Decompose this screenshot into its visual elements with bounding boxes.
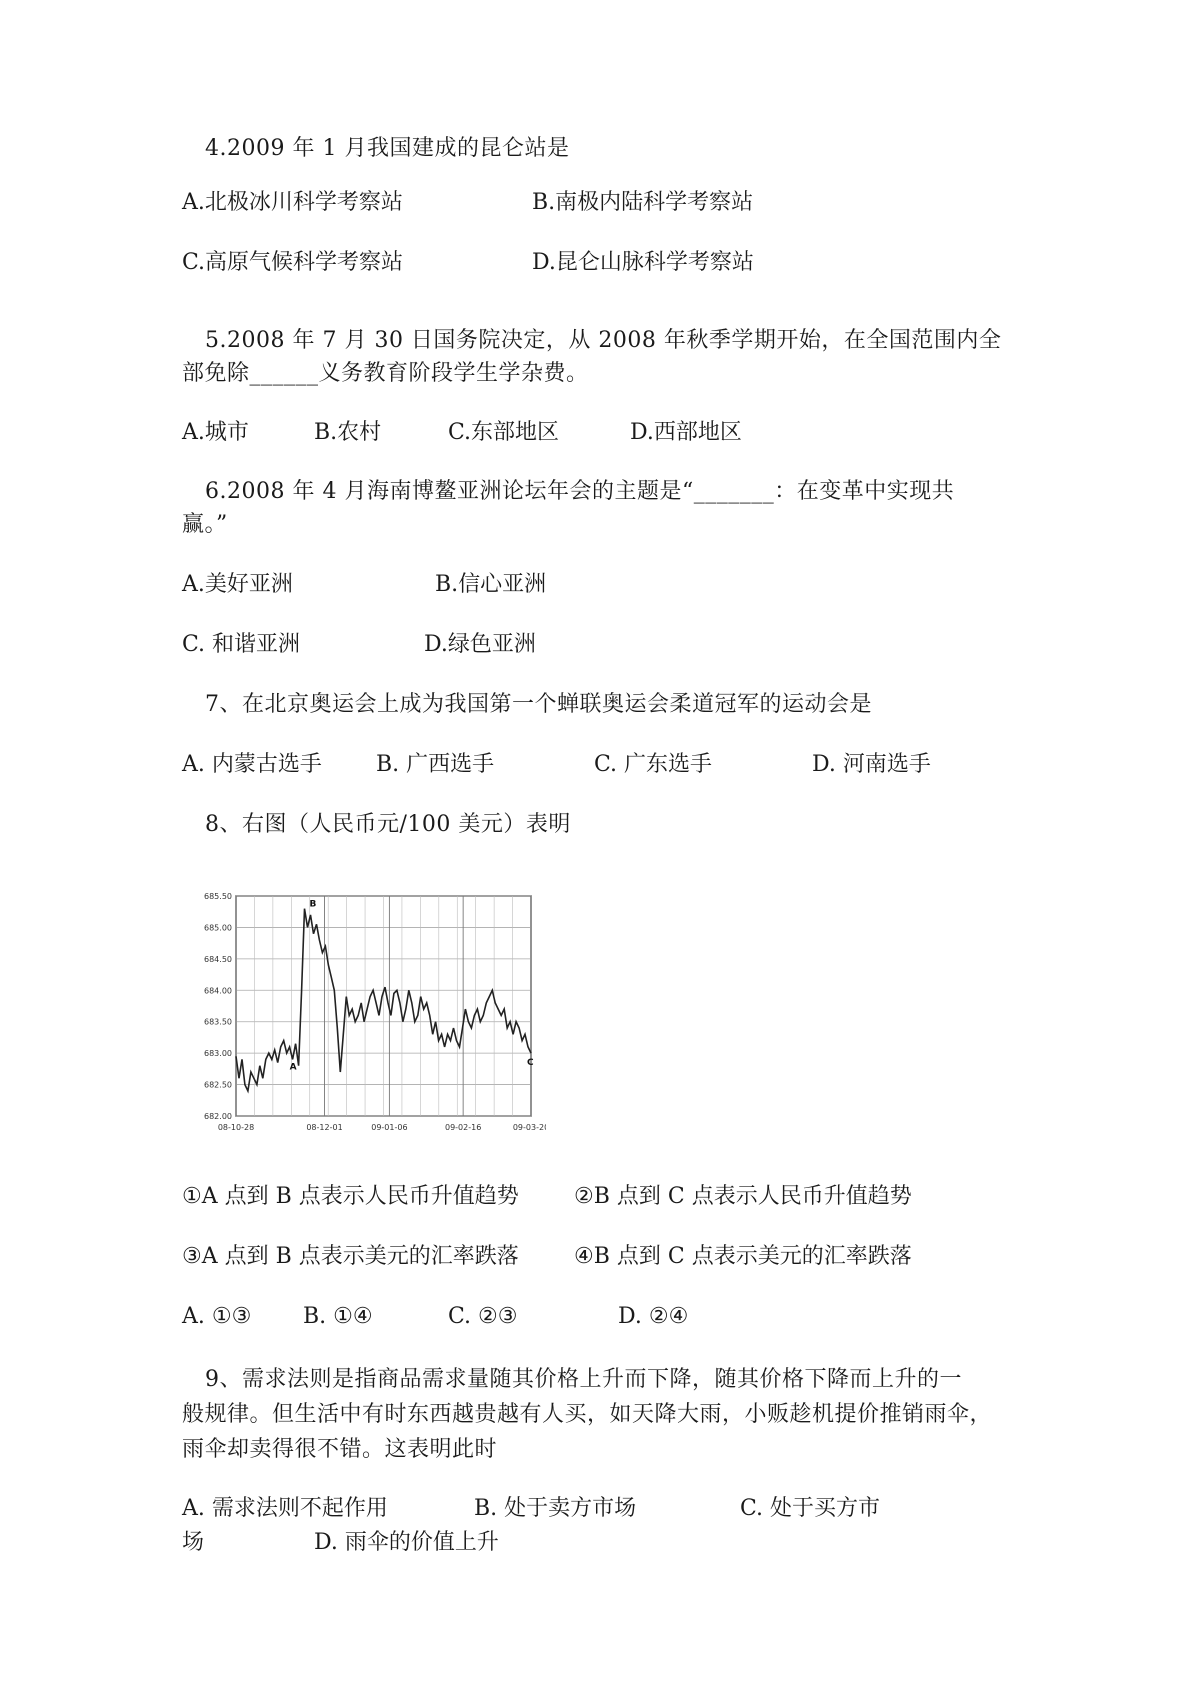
x-tick-label: 08-12-01: [306, 1123, 343, 1132]
q6-option-a: A.美好亚洲: [182, 572, 293, 597]
q5-option-c: C.东部地区: [448, 420, 560, 445]
q9-option-b: B. 处于卖方市场: [474, 1496, 637, 1521]
q9-stem-line2: 般规律。但生活中有时东西越贵越有人买，如天降大雨，小贩趁机提价推销雨伞，: [182, 1402, 993, 1427]
q7-option-b: B. 广西选手: [376, 752, 495, 777]
y-tick-label: 682.50: [204, 1080, 232, 1090]
x-tick-label: 09-01-06: [371, 1123, 408, 1132]
q5-option-d: D.西部地区: [630, 420, 742, 445]
q8-option-b: B. ①④: [303, 1304, 373, 1329]
q7-stem: 7、在北京奥运会上成为我国第一个蝉联奥运会柔道冠军的运动会是: [205, 692, 872, 717]
x-tick-label: 09-02-16: [444, 1123, 482, 1132]
q9-option-c-tail: 场: [182, 1530, 205, 1555]
q9-option-d: D. 雨伞的价值上升: [314, 1530, 499, 1555]
q4-stem: 4.2009 年 1 月我国建成的昆仑站是: [205, 136, 570, 161]
x-tick-label: 08-10-28: [217, 1123, 255, 1132]
q5-stem-line2: 部免除______义务教育阶段学生学杂费。: [182, 361, 589, 386]
y-tick-label: 684.50: [204, 954, 232, 964]
q8-statement-2: ②B 点到 C 点表示人民币升值趋势: [574, 1184, 912, 1209]
q8-statement-3: ③A 点到 B 点表示美元的汇率跌落: [182, 1244, 519, 1269]
q6-option-b: B.信心亚洲: [435, 572, 547, 597]
q7-option-a: A. 内蒙古选手: [182, 752, 322, 777]
q8-statement-1: ①A 点到 B 点表示人民币升值趋势: [182, 1184, 519, 1209]
y-tick-label: 683.00: [204, 1049, 232, 1059]
q6-stem-line1: 6.2008 年 4 月海南博鳌亚洲论坛年会的主题是“_______：在变革中实现共: [205, 479, 955, 504]
q8-statement-4: ④B 点到 C 点表示美元的汇率跌落: [574, 1244, 912, 1269]
point-label-b: B: [309, 899, 317, 910]
q9-option-c: C. 处于买方市: [740, 1496, 881, 1521]
q8-option-d: D. ②④: [618, 1304, 689, 1329]
q4-option-c: C.高原气候科学考察站: [182, 250, 404, 275]
q9-stem-line3: 雨伞却卖得很不错。这表明此时: [182, 1437, 498, 1462]
point-label-a: A: [289, 1062, 297, 1073]
x-tick-label: 09-03-20: [512, 1123, 546, 1132]
y-tick-label: 685.00: [204, 923, 232, 933]
q4-option-d: D.昆仑山脉科学考察站: [532, 250, 754, 275]
q6-option-c: C. 和谐亚洲: [182, 632, 301, 657]
q4-option-a: A.北极冰川科学考察站: [182, 190, 403, 215]
q9-stem-line1: 9、需求法则是指商品需求量随其价格上升而下降，随其价格下降而上升的一: [205, 1367, 962, 1392]
q8-option-a: A. ①③: [182, 1304, 252, 1329]
exchange-rate-chart-svg: [196, 888, 546, 1138]
q4-option-b: B.南极内陆科学考察站: [532, 190, 754, 215]
q8-stem: 8、右图（人民币元/100 美元）表明: [205, 812, 571, 837]
q9-option-a: A. 需求法则不起作用: [182, 1496, 388, 1521]
q5-option-b: B.农村: [314, 420, 382, 445]
q5-option-a: A.城市: [182, 420, 249, 445]
y-tick-label: 684.00: [204, 986, 232, 996]
q6-option-d: D.绿色亚洲: [424, 632, 536, 657]
y-tick-label: 683.50: [204, 1017, 232, 1027]
q6-stem-line2: 赢。”: [182, 512, 228, 537]
q5-stem-line1: 5.2008 年 7 月 30 日国务院决定，从 2008 年秋季学期开始，在全国范围内全: [205, 328, 1002, 353]
y-tick-label: 685.50: [204, 892, 232, 901]
point-label-c: C: [527, 1058, 534, 1069]
y-tick-label: 682.00: [204, 1112, 232, 1121]
q7-option-c: C. 广东选手: [594, 752, 713, 777]
q7-option-d: D. 河南选手: [812, 752, 931, 777]
q8-option-c: C. ②③: [448, 1304, 518, 1329]
exchange-rate-chart: [196, 888, 546, 1138]
